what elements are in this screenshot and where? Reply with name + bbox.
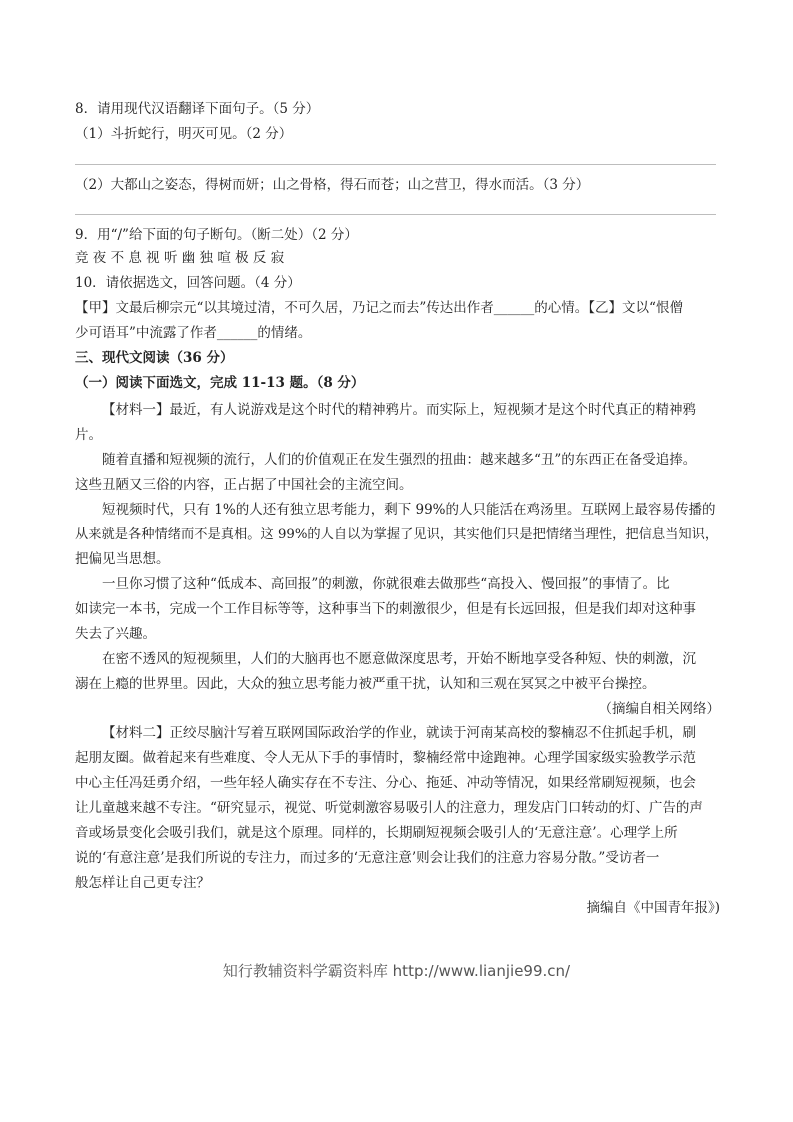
material2-line: 说的‘有意注意’是我们所说的专注力，而过多的‘无意注意’则会让我们的注意力容易分散。”受访者一 (75, 850, 660, 866)
q10-title: 10．请依据选文，回答问题。（4 分） (75, 275, 301, 291)
material2-source: 摘编自《中国青年报》) (586, 900, 720, 916)
q10-line-1: 【甲】文最后柳宗元“以其境过清，不可久居，乃记之而去”传达出作者______的心情。【乙】文以“恨僧 (75, 300, 683, 316)
material1-p1-line: 片。 (75, 427, 102, 443)
material1-p4-line: 如读完一本书，完成一个工作目标等等，这种事当下的刺激很少，但是有长远回报，但是我们却对这种事 (75, 601, 696, 617)
material1-p4-line: 一旦你习惯了这种“低成本、高回报”的刺激，你就很难去做那些“高投入、慢回报”的事情了。比 (102, 576, 670, 592)
material1-p3-line: 从来就是各种情绪而不是真相。这 99%的人自以为掌握了见识，其实他们只是把情绪当理性，把信息当知识， (75, 527, 719, 542)
material1-p2-line: 随着直播和短视频的流行，人们的价值观正在发生强烈的扭曲：越来越多“丑”的东西正在备受追捧。 (102, 452, 697, 468)
material2-line: 起朋友圈。做着起来有些难度、令人无从下手的事情时，黎楠经常中途跑神。心理学国家级实验教学示范 (75, 750, 696, 766)
q8-sentence-2: （2）大都山之姿态，得树而妍；山之骨格，得石而苍；山之营卫，得水而活。（3 分） (75, 177, 590, 193)
material2-line: 让儿童越来越不专注。“研究显示，视觉、听觉刺激容易吸引人的注意力，理发店门口转动的灯、广告的声 (75, 800, 703, 816)
material1-p3-line: 短视频时代，只有 1%的人还有独立思考能力，剩下 99%的人只能活在鸡汤里。互联网上最容易传播的 (102, 502, 716, 518)
material1-p5-line: 溺在上瘾的世界里。因此，大众的独立思考能力被严重干扰，认知和三观在冥冥之中被平台操控。 (75, 676, 656, 692)
material2-line: 般怎样让自己更专注？ (75, 875, 210, 891)
answer-line-2 (75, 214, 716, 215)
material1-p2-line: 这些丑陋又三俗的内容，正占据了中国社会的主流空间。 (75, 477, 413, 493)
answer-line-1 (75, 164, 716, 165)
material2-line: 音或场景变化会吸引我们，就是这个原理。同样的，长期刷短视频会吸引人的‘无意注意’。心理学上所 (75, 825, 678, 841)
material1-source: （摘编自相关网络） (598, 701, 720, 717)
material1-p5-line: 在密不透风的短视频里，人们的大脑再也不愿意做深度思考，开始不断地享受各种短、快的刺激，沉 (102, 651, 696, 667)
material1-p1-line: 【材料一】最近，有人说游戏是这个时代的精神鸦片。而实际上，短视频才是这个时代真正的精神鸦 (102, 402, 696, 418)
material2-line: 【材料二】正绞尽脑汁写着互联网国际政治学的作业，就读于河南某高校的黎楠忍不住抓起手机，刷 (102, 725, 696, 741)
q8-title: 8．请用现代汉语翻译下面句子。（5 分） (75, 101, 320, 117)
section3-title: 三、现代文阅读（36 分） (75, 350, 234, 366)
material2-line: 中心主任冯廷勇介绍，一些年轻人确实存在不专注、分心、拖延、冲动等情况，如果经常刷短视频，也会 (75, 775, 696, 791)
material1-p3-line: 把偏见当思想。 (75, 551, 170, 567)
material1-p4-line: 失去了兴趣。 (75, 626, 156, 642)
q9-sentence: 竞 夜 不 息 视 听 幽 独 喧 极 反 寂 (75, 250, 285, 266)
q10-line-2: 少可语耳”中流露了作者______的情绪。 (75, 325, 312, 341)
section3-subtitle: （一）阅读下面选文，完成 11-13 题。（8 分） (75, 375, 365, 391)
footer-watermark: 知行教辅资料学霸资料库 http://www.lianjie99.cn/ (222, 962, 571, 980)
q8-sentence-1: （1）斗折蛇行，明灭可见。（2 分） (75, 126, 293, 142)
q9-title: 9．用“/”给下面的句子断句。（断二处）（2 分） (75, 227, 358, 243)
